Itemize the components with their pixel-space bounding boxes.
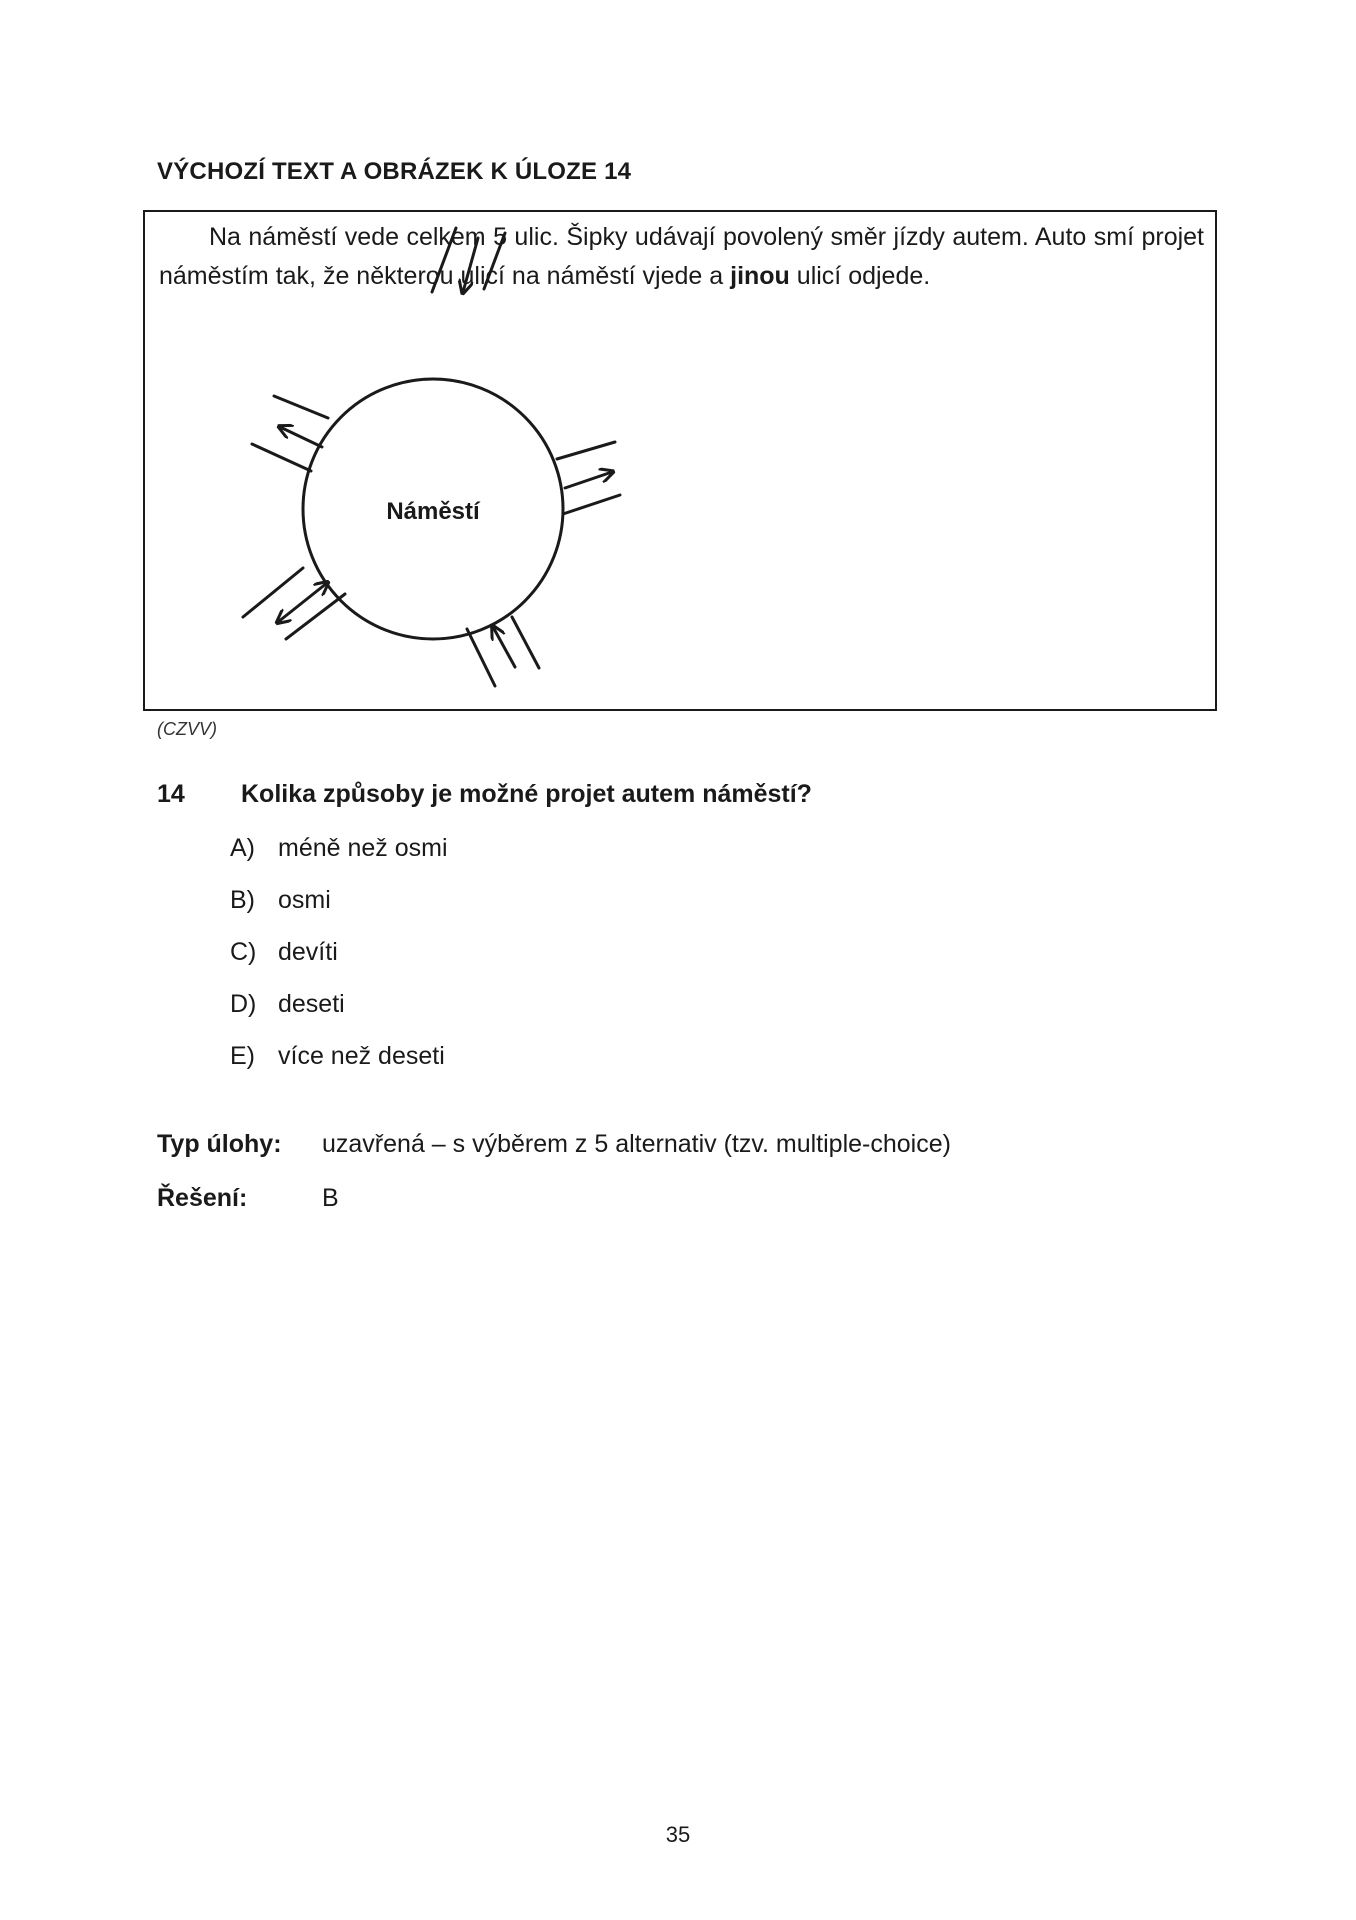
option-text: osmi — [278, 886, 331, 914]
option-letter: C) — [230, 938, 257, 966]
square-diagram — [145, 212, 1215, 709]
option-text: méně než osmi — [278, 834, 448, 862]
option-e — [230, 1042, 448, 1094]
arrow-out-right — [565, 472, 612, 488]
arrow-in-bottom — [493, 627, 515, 667]
question-number: 14 — [157, 780, 185, 808]
option-c — [230, 938, 448, 990]
arrow-both-lower-left — [278, 583, 327, 622]
source-text-box — [143, 210, 1217, 711]
intro-part1: Na náměstí vede celkem 5 ulic. Šipky udávají povolený směr jízdy autem. Auto smí projet náměstím tak, že některou ulicí na náměstí vjede a — [159, 223, 1204, 290]
option-a — [230, 834, 448, 886]
street-top — [432, 228, 505, 292]
option-d — [230, 990, 448, 1042]
intro-part2: ulicí odjede. — [789, 262, 931, 290]
street-upper-left — [252, 396, 328, 471]
page-number: 35 — [665, 1822, 691, 1847]
answer-options — [230, 834, 448, 1094]
street-lower-left — [243, 568, 345, 639]
task-type — [157, 1130, 951, 1159]
task-type-label: Typ úlohy: — [157, 1130, 282, 1158]
solution — [157, 1184, 339, 1213]
option-text: deseti — [278, 990, 345, 1018]
option-letter: B) — [230, 886, 255, 914]
question — [157, 780, 812, 809]
option-text: více než deseti — [278, 1042, 445, 1070]
option-letter: E) — [230, 1042, 255, 1070]
option-letter: D) — [230, 990, 257, 1018]
solution-value: B — [322, 1184, 339, 1212]
task-type-value: uzavřená – s výběrem z 5 alternativ (tzv. multiple-choice) — [322, 1130, 951, 1158]
arrow-out-upper-left — [280, 427, 322, 447]
option-b — [230, 886, 448, 938]
arrow-in-top — [463, 238, 478, 292]
section-heading: VÝCHOZÍ TEXT A OBRÁZEK K ÚLOZE 14 — [157, 158, 632, 185]
question-text: Kolika způsoby je možné projet autem náměstí? — [241, 780, 812, 808]
solution-label: Řešení: — [157, 1184, 248, 1212]
square-label: Náměstí — [386, 498, 480, 525]
street-right — [557, 442, 620, 514]
option-letter: A) — [230, 834, 255, 862]
option-text: devíti — [278, 938, 338, 966]
intro-bold-word: jinou — [730, 262, 790, 290]
source-credit: (CZVV) — [157, 719, 217, 739]
street-bottom — [467, 617, 539, 686]
